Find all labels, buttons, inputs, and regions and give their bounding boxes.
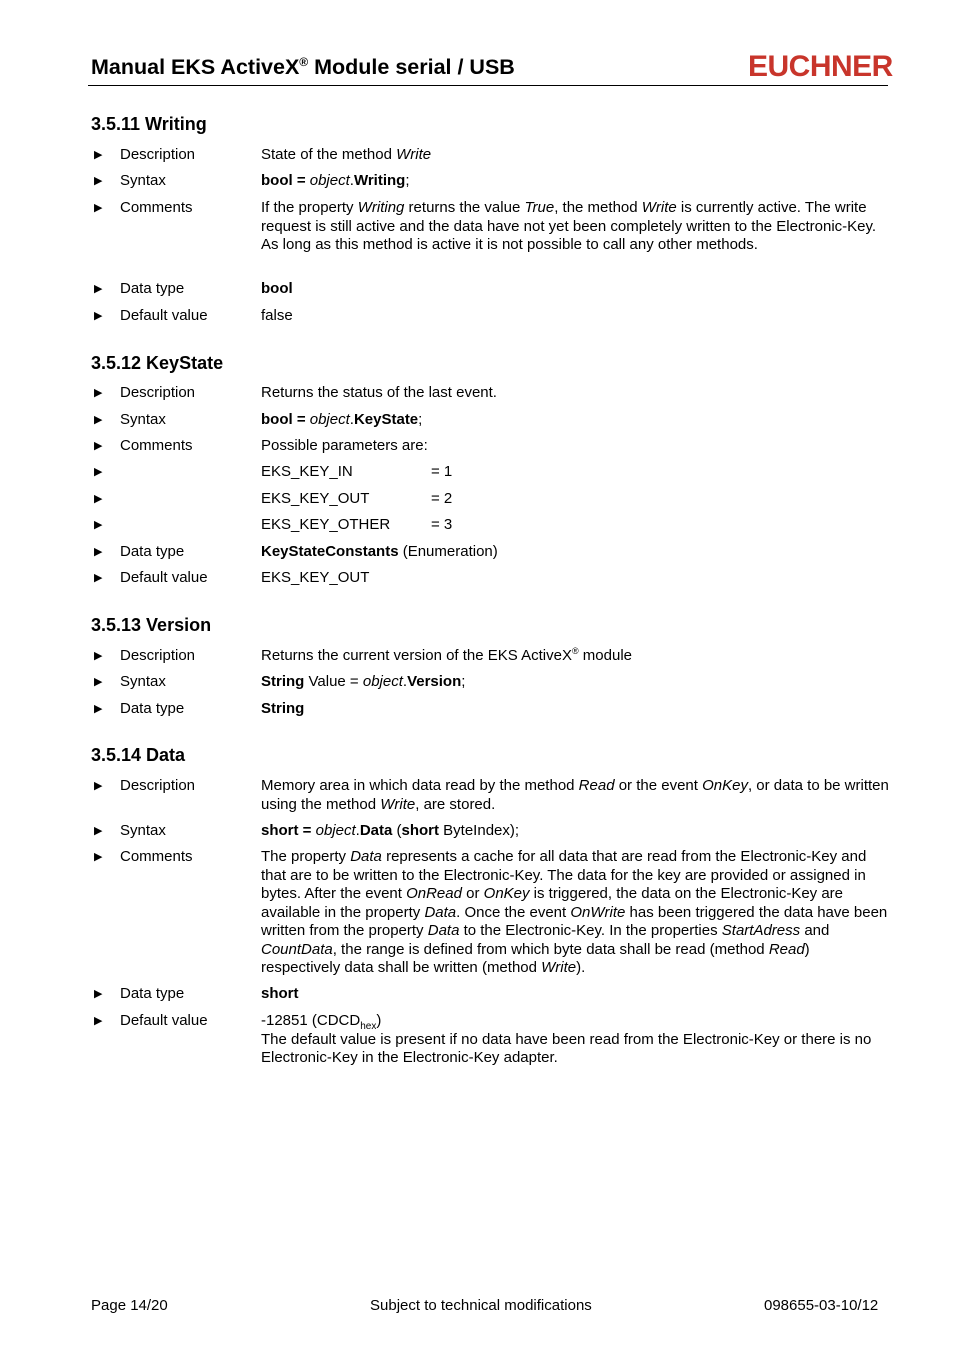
bullet-icon: ▶ <box>94 1015 103 1027</box>
label-comments: Comments <box>120 848 193 865</box>
version-syntax: String Value = object.Version; <box>261 673 466 690</box>
param-name: EKS_KEY_OTHER <box>261 516 391 533</box>
label-description: Description <box>120 777 196 794</box>
label-syntax: Syntax <box>120 172 166 189</box>
param-value: = 2 <box>431 490 453 507</box>
label-syntax: Syntax <box>120 673 166 690</box>
bullet-icon: ▶ <box>94 440 103 452</box>
data-data-type: short <box>261 985 299 1002</box>
keystate-default-value: EKS_KEY_OUT <box>261 569 370 586</box>
section-heading-data: 3.5.14 Data <box>91 745 186 765</box>
section-heading-writing: 3.5.11 Writing <box>91 114 207 134</box>
bullet-icon: ▶ <box>94 493 103 505</box>
param-name: EKS_KEY_OUT <box>261 490 370 507</box>
writing-data-type: bool <box>261 280 293 297</box>
bullet-icon: ▶ <box>94 149 103 161</box>
label-description: Description <box>120 384 196 401</box>
bullet-icon: ▶ <box>94 519 103 531</box>
euchner-logo: EUCHNER <box>748 50 893 83</box>
label-syntax: Syntax <box>120 822 166 839</box>
writing-syntax: bool = object.Writing; <box>261 172 410 189</box>
footer-page-number: Page 14/20 <box>91 1297 168 1314</box>
label-default-value: Default value <box>120 1012 208 1029</box>
bullet-icon: ▶ <box>94 202 103 214</box>
bullet-icon: ▶ <box>94 703 103 715</box>
data-comments: The property Data represents a cache for all data that are read from the Electronic-Key and that are to be written to the Electronic-Key. The data for the key are provided or assigned in bytes. After the event OnRead or OnKey is triggered, the data on the Electronic-Key are available in the property Data. Once the event OnWrite has been triggered the data have been written from the property Data to the Electronic-Key. In the properties StartAdress and CountData, the range is defined from which byte data shall be read (method Read) respectively data shall be written (method Write). <box>261 848 888 976</box>
data-default-value: -12851 $(CDCD_{hex})$ The default value is present if no data have been read from the Electronic-Key or there is no Electronic-Key in the Electronic-Key adapter. <box>261 1012 872 1066</box>
keystate-data-type: KeyStateConstants (Enumeration) <box>261 543 498 560</box>
bullet-icon: ▶ <box>94 175 103 187</box>
bullet-icon: ▶ <box>94 546 103 558</box>
param-value: = 3 <box>431 516 453 533</box>
label-data-type: Data type <box>120 280 185 297</box>
bullet-icon: ▶ <box>94 387 103 399</box>
header-divider <box>88 85 888 86</box>
param-value: = 1 <box>431 463 453 480</box>
writing-comments: If the property Writing returns the value True, the method Write is currently active. The write request is still active and the data have not yet been completely written to the Electronic-Key. As long as this method is active it is not possible to call any other methods. <box>261 199 877 253</box>
bullet-icon: ▶ <box>94 780 103 792</box>
label-default-value: Default value <box>120 307 208 324</box>
label-data-type: Data type <box>120 700 185 717</box>
label-description: Description <box>120 146 196 163</box>
data-syntax: short = object.Data (short ByteIndex); <box>261 822 520 839</box>
label-data-type: Data type <box>120 985 185 1002</box>
label-syntax: Syntax <box>120 411 166 428</box>
label-data-type: Data type <box>120 543 185 560</box>
footer-notice: Subject to technical modifications <box>370 1297 592 1314</box>
keystate-comments: Possible parameters are: <box>261 437 428 454</box>
label-description: Description <box>120 647 196 664</box>
bullet-icon: ▶ <box>94 676 103 688</box>
param-name: EKS_KEY_IN <box>261 463 353 480</box>
label-comments: Comments <box>120 199 193 216</box>
bullet-icon: ▶ <box>94 572 103 584</box>
bullet-icon: ▶ <box>94 283 103 295</box>
label-comments: Comments <box>120 437 193 454</box>
writing-default-value: false <box>261 307 293 324</box>
section-heading-version: 3.5.13 Version <box>91 615 212 635</box>
version-description: Returns the current version of the EKS ActiveX® module <box>261 646 633 664</box>
bullet-icon: ▶ <box>94 825 103 837</box>
keystate-description: Returns the status of the last event. <box>261 384 497 401</box>
version-data-type: String <box>261 700 305 717</box>
keystate-syntax: bool = object.KeyState; <box>261 411 423 428</box>
bullet-icon: ▶ <box>94 650 103 662</box>
page-title: Manual EKS ActiveX® Module serial / USB <box>91 54 515 79</box>
bullet-icon: ▶ <box>94 988 103 1000</box>
footer-doc-number: 098655-03-10/12 <box>764 1297 879 1314</box>
bullet-icon: ▶ <box>94 851 103 863</box>
writing-description: State of the method Write <box>261 146 432 163</box>
section-heading-keystate: 3.5.12 KeyState <box>91 353 224 373</box>
bullet-icon: ▶ <box>94 414 103 426</box>
data-description: Memory area in which data read by the method Read or the event OnKey, or data to be written using the method Write, are stored. <box>261 777 889 813</box>
bullet-icon: ▶ <box>94 466 103 478</box>
bullet-icon: ▶ <box>94 310 103 322</box>
label-default-value: Default value <box>120 569 208 586</box>
